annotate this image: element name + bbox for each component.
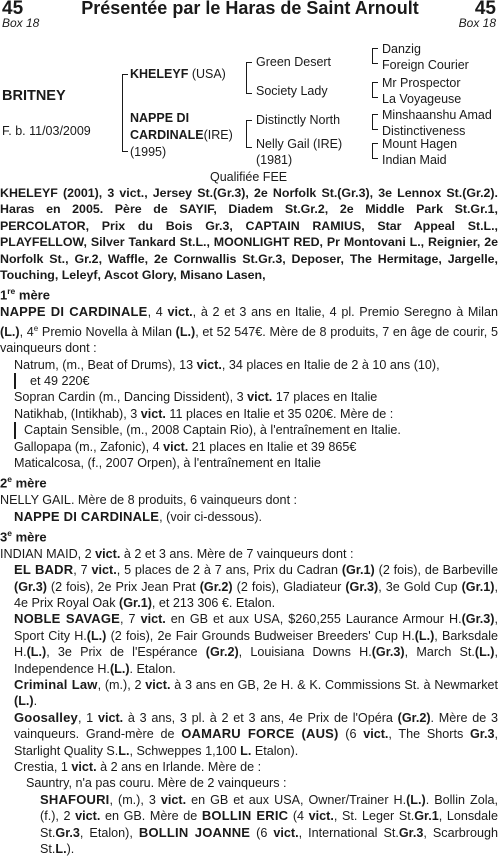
ds-sire: Minshaanshu Amad: [382, 108, 492, 122]
produce-sopran: Sopran Cardin (m., Dancing Dissident), 3 vict. 17 places en Italie: [14, 390, 378, 405]
box-label-right: Box 18: [458, 16, 496, 30]
third-dam-entry: INDIAN MAID, 2 vict. à 2 et 3 ans. Mère de 7 vainqueurs dont :: [0, 546, 354, 561]
dd-dam: Indian Maid: [382, 153, 447, 167]
sire-name: KHELEYF (USA): [130, 67, 226, 81]
dam-dam: Nelly Gail (IRE): [256, 137, 343, 151]
dam-name-line2: CARDINALE(IRE): [130, 128, 233, 142]
section-third-dam: 3e mère: [0, 527, 47, 545]
produce-el-badr: EL BADR, 7 vict., 5 places de 2 à 7 ans, Prix du Cadran (Gr.1) (2 fois), de Barbeville (Gr.3) (2 fois), 2e Prix Jean Prat (Gr.2) (2 fois), Gladiateur (Gr.3), 3e Gold Cup (Gr.1), 4e Prix Royal Oak (Gr.1), et 213 306 €. Etalon.: [14, 562, 498, 610]
produce-sauntry: Sauntry, n'a pas couru. Mère de 2 vainqueurs :: [26, 776, 287, 791]
lot-number-right: 45: [474, 0, 496, 19]
sire-dam: Society Lady: [256, 84, 328, 98]
bracket-dam: [246, 120, 252, 148]
second-dam-produce: NAPPE DI CARDINALE, (voir ci-dessous).: [14, 508, 263, 524]
produce-shafouri: SHAFOURI, (m.), 3 vict. en GB et aux USA, Owner/Trainer H.(L.). Bollin Zola, (f.), 2 vict. en GB. Mère de BOLLIN ERIC (4 vict., St. Leger St.Gr.1, Lonsdale St.Gr.3, Etalon), BOLLIN JOANNE (6 vict., International St.Gr.3, Scarbrough St.L.).: [40, 791, 498, 857]
horse-birth: F. b. 11/03/2009: [2, 124, 91, 138]
dam-dam-year: (1981): [256, 153, 293, 167]
bracket-dd: [372, 143, 378, 159]
dam-sire: Distinctly North: [256, 113, 341, 127]
produce-gallopapa: Gallopapa (m., Zafonic), 4 vict. 21 places en Italie et 39 865€: [14, 439, 357, 454]
first-dam-entry: NAPPE DI CARDINALE, 4 vict., à 2 et 3 ans en Italie, 4 pl. Premio Seregno à Milan (L.), 4e Premio Novella à Milan (L.), et 52 547€. Mère de 8 produits, 7 en âge de courir, 5 vainqueurs dont :: [0, 304, 498, 356]
second-dam-entry: NELLY GAIL. Mère de 8 produits, 6 vainqueurs dont :: [0, 493, 298, 508]
produce-goosalley: Goosalley, 1 vict. à 3 ans, 3 pl. à 2 et 3 ans, 4e Prix de l'Opéra (Gr.2). Mère de 3 vainqueurs. Grand-mère de OAMARU FORCE (AUS) (6 vict., The Shorts Gr.3, Starlight Quality S.L., Schweppes 1,100 L. Etalon).: [14, 709, 498, 758]
section-first-dam: 1re mère: [0, 286, 50, 303]
bracket-main: [122, 74, 128, 152]
bracket-sire: [246, 62, 252, 94]
pedigree-table: [0, 40, 500, 190]
produce-natrum-cont: et 49 220€: [14, 373, 498, 389]
bracket-ss: [372, 48, 378, 64]
catalogue-body: [0, 185, 498, 857]
sire-paragraph: KHELEYF (2001), 3 vict., Jersey St.(Gr.3), 2e Norfolk St.(Gr.3), 3e Lennox St.(Gr.2). Haras en 2005. Père de SAYIF, Diadem St.Gr.2, 2e Middle Park St.Gr.1, PERCOLATOR, Prix du Bois Gr.3, CAPTAIN RAMIUS, Star Appeal St.L., PLAYFELLOW, Silver Tankard St.L., MOONLIGHT RED, Pr Montovani L., Reignier, 2e Norfolk St., Gr.2, Waffle, 2e Cornwallis St.Gr.3, Deposer, The Hermitage, Jargelle, Touching, Leleyf, Ascot Glory, Misano Lasen,: [0, 186, 498, 283]
produce-captain-sensible: Captain Sensible, (m., 2008 Captain Rio), à l'entraînement en Italie.: [14, 422, 498, 438]
horse-name: BRITNEY: [2, 88, 66, 104]
sd-dam: La Voyageuse: [382, 92, 462, 106]
produce-natikhab: Natikhab, (Intikhab), 3 vict. 11 places en Italie et 35 020€. Mère de :: [14, 406, 394, 421]
section-second-dam: 2e mère: [0, 474, 47, 491]
ss-sire: Danzig: [382, 42, 421, 56]
bracket-sd: [372, 82, 378, 98]
dam-name-line1: NAPPE DI: [130, 111, 190, 125]
dam-year: (1995): [130, 145, 167, 159]
qualification: Qualifiée FEE: [210, 170, 288, 184]
sire-sire: Green Desert: [256, 55, 332, 69]
bracket-ds: [372, 114, 378, 130]
page-title: Présentée par le Haras de Saint Arnoult: [81, 0, 419, 18]
produce-noble-savage: NOBLE SAVAGE, 7 vict. en GB et aux USA, $260,255 Laurance Armour H.(Gr.3), Sport City H.(L.) (2 fois), 2e Fair Grounds Budweiser Breeders' Cup H.(L.), Barksdale H.(L.), 3e Prix de l'Espérance (Gr.2), Louisiana Downs H.(Gr.3), March St.(L.), Independence H.(L.). Etalon.: [14, 611, 498, 676]
ss-dam: Foreign Courier: [382, 58, 469, 72]
ds-dam: Distinctiveness: [382, 124, 466, 138]
lot-number-left: 45: [2, 0, 24, 19]
box-label-left: Box 18: [2, 16, 40, 30]
produce-criminal-law: Criminal Law, (m.), 2 vict. à 3 ans en GB, 2e H. & K. Commissions St. à Newmarket (L.).: [14, 676, 498, 709]
sd-sire: Mr Prospector: [382, 76, 461, 90]
produce-natrum: Natrum, (m., Beat of Drums), 13 vict., 34 places en Italie de 2 à 10 ans (10),: [14, 357, 440, 372]
produce-crestia: Crestia, 1 vict. à 2 ans en Irlande. Mère de :: [14, 759, 262, 774]
produce-maticalcosa: Maticalcosa, (f., 2007 Orpen), à l'entraînement en Italie: [14, 456, 321, 471]
dd-sire: Mount Hagen: [382, 137, 458, 151]
